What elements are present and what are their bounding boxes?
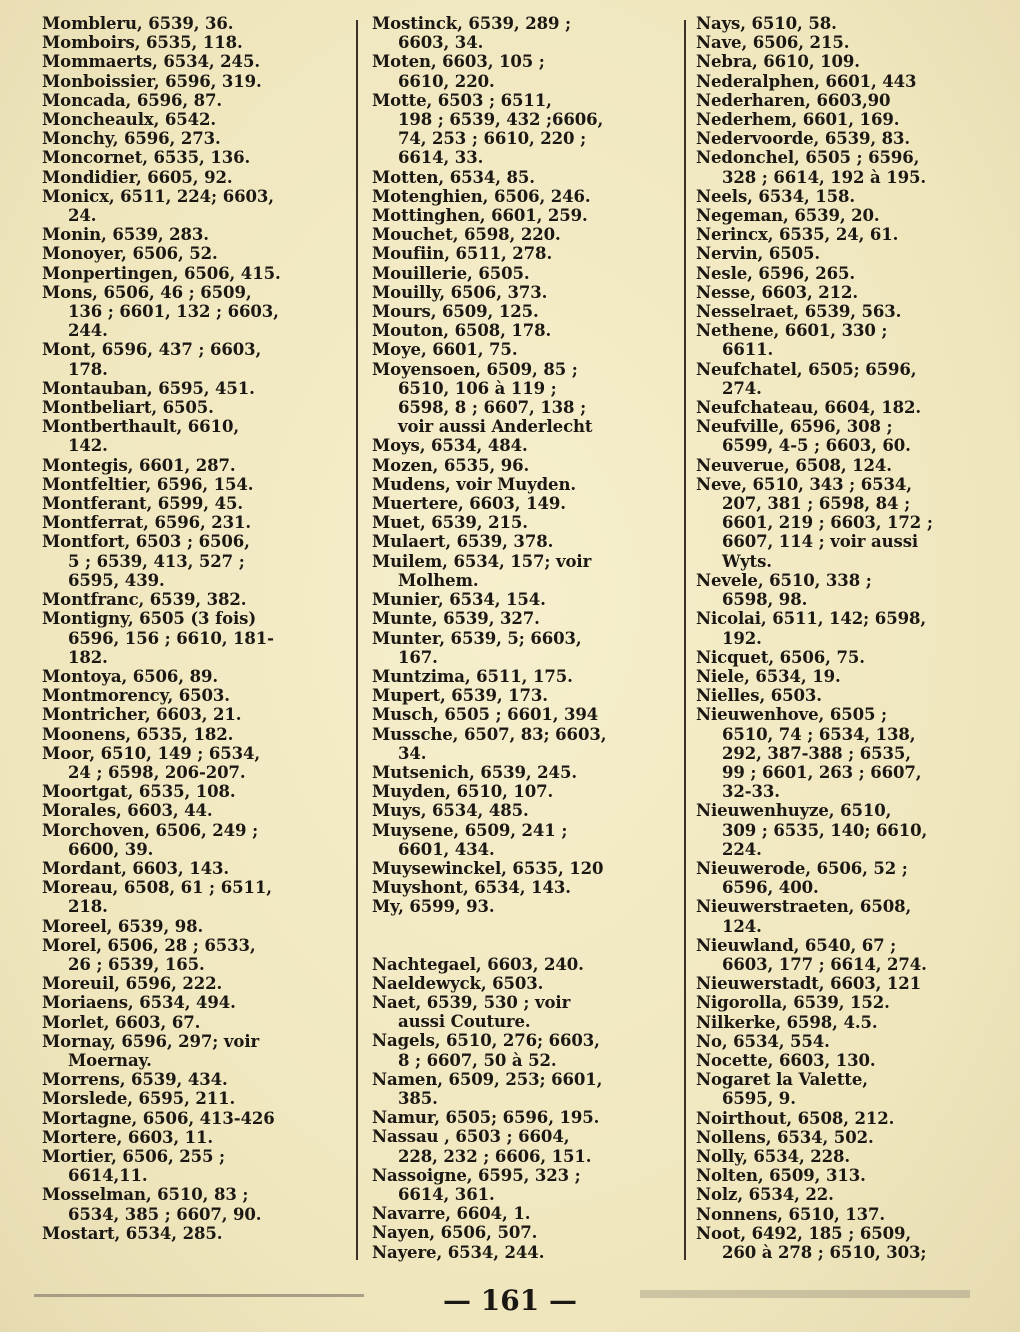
index-entry: Nays, 6510, 58.	[696, 14, 837, 33]
index-entry: Moncornet, 6535, 136.	[42, 148, 251, 168]
index-entry: Munte, 6539, 327.	[372, 609, 540, 629]
index-entry: Nolten, 6509, 313.	[696, 1166, 866, 1186]
index-entry: My, 6599, 93.	[372, 897, 495, 917]
index-entry: Moye, 6601, 75.	[372, 340, 518, 360]
print-smudge	[34, 1294, 364, 1297]
index-entry-continuation: 8 ; 6607, 50 à 52.	[398, 1050, 557, 1070]
index-entry: Neufchatel, 6505; 6596,	[696, 359, 917, 379]
index-entry: Moreau, 6508, 61 ; 6511,	[42, 878, 272, 898]
index-entry-continuation: 6598, 98.	[722, 590, 808, 610]
index-entry: Nayen, 6506, 507.	[372, 1223, 538, 1243]
index-entry: Nassau , 6503 ; 6604,	[372, 1127, 570, 1147]
index-entry: Mondidier, 6605, 92.	[42, 167, 233, 187]
index-entry: Nicquet, 6506, 75.	[696, 647, 865, 667]
index-entry: Muysewinckel, 6535, 120	[372, 858, 604, 878]
section-gap	[372, 917, 672, 955]
column-divider	[356, 20, 358, 1260]
index-entry: Mudens, voir Muyden.	[372, 474, 576, 494]
index-entry-continuation: 274.	[722, 378, 762, 398]
index-entry: Muys, 6534, 485.	[372, 801, 529, 821]
index-entry: Nethene, 6601, 330 ;	[696, 321, 888, 341]
index-entry: Mombleru, 6539, 36.	[42, 14, 234, 33]
index-entry-continuation: 198 ; 6539, 432 ;6606,	[398, 110, 604, 130]
index-entry-continuation: 328 ; 6614, 192 à 195.	[722, 167, 927, 187]
index-entry: Mostart, 6534, 285.	[42, 1223, 223, 1243]
index-entry: Nassoigne, 6595, 323 ;	[372, 1165, 581, 1185]
index-entry: Noot, 6492, 185 ; 6509,	[696, 1223, 912, 1243]
index-entry: Nesle, 6596, 265.	[696, 263, 856, 283]
index-entry-continuation: 292, 387-388 ; 6535,	[722, 743, 911, 763]
index-entry: Montferant, 6599, 45.	[42, 494, 243, 514]
index-entry-continuation: 24 ; 6598, 206-207.	[68, 762, 246, 782]
index-entry: Morales, 6603, 44.	[42, 801, 213, 821]
index-entry: Monicx, 6511, 224; 6603,	[42, 186, 274, 206]
index-entry: Mostinck, 6539, 289 ;	[372, 14, 572, 33]
index-entry-continuation: 74, 253 ; 6610, 220 ;	[398, 129, 587, 149]
index-entry: Motten, 6534, 85.	[372, 167, 535, 187]
index-entry: Mortere, 6603, 11.	[42, 1127, 214, 1147]
index-entry-continuation: 6607, 114 ; voir aussi	[722, 532, 919, 552]
index-entry: Nervin, 6505.	[696, 244, 820, 264]
index-entry: Mulaert, 6539, 378.	[372, 532, 554, 552]
index-entry-continuation: 6600, 39.	[68, 839, 154, 859]
index-entry: Mornay, 6596, 297; voir	[42, 1031, 260, 1051]
index-entry: Montauban, 6595, 451.	[42, 378, 255, 398]
index-entry: Mutsenich, 6539, 245.	[372, 762, 577, 782]
index-entry: Nave, 6506, 215.	[696, 33, 850, 53]
index-entry: Montricher, 6603, 21.	[42, 705, 242, 725]
index-entry: Muet, 6539, 215.	[372, 513, 528, 533]
index-entry: Nocette, 6603, 130.	[696, 1050, 876, 1070]
index-entry-continuation: 167.	[398, 647, 438, 667]
index-entry-continuation: 6596, 400.	[722, 878, 819, 898]
index-entry: Moys, 6534, 484.	[372, 436, 528, 456]
index-entry: Nedonchel, 6505 ; 6596,	[696, 148, 920, 168]
index-entry: Moyensoen, 6509, 85 ;	[372, 359, 578, 379]
index-entry-continuation: 6595, 9.	[722, 1089, 796, 1109]
index-entry: Nederhem, 6601, 169.	[696, 110, 900, 130]
index-entry: Montbeliart, 6505.	[42, 398, 214, 418]
index-entry-continuation: 6510, 106 à 119 ;	[398, 378, 557, 398]
index-entry-continuation: Wyts.	[722, 551, 772, 571]
index-entry-continuation: 192.	[722, 628, 762, 648]
index-entry-continuation: 6614, 33.	[398, 148, 484, 168]
index-entry: Neuverue, 6508, 124.	[696, 455, 892, 475]
index-entry: Nayere, 6534, 244.	[372, 1242, 545, 1262]
page-footer	[0, 1276, 1020, 1326]
index-entry: Noirthout, 6508, 212.	[696, 1108, 895, 1128]
index-entry: Muilem, 6534, 157; voir	[372, 551, 592, 571]
index-entry: Mommaerts, 6534, 245.	[42, 52, 260, 72]
index-entry: Mours, 6509, 125.	[372, 302, 539, 322]
index-entry: Momboirs, 6535, 118.	[42, 33, 243, 53]
index-entry-continuation: 178.	[68, 359, 108, 379]
index-entry: Nevele, 6510, 338 ;	[696, 570, 872, 590]
index-entry-continuation: 6598, 8 ; 6607, 138 ;	[398, 398, 587, 418]
index-entry: Niele, 6534, 19.	[696, 666, 841, 686]
index-entry: Montegis, 6601, 287.	[42, 455, 236, 475]
index-entry: Nieuwenhove, 6505 ;	[696, 705, 887, 725]
index-entry: Nederharen, 6603,90	[696, 90, 891, 110]
index-column-3	[696, 14, 996, 1262]
index-entry-continuation: 6599, 4-5 ; 6603, 60.	[722, 436, 911, 456]
index-column-2	[372, 14, 672, 1262]
index-entry: Morlet, 6603, 67.	[42, 1012, 201, 1032]
index-entry: Nollens, 6534, 502.	[696, 1127, 874, 1147]
index-entry-continuation: 6614, 361.	[398, 1184, 495, 1204]
index-entry-continuation: 5 ; 6539, 413, 527 ;	[68, 551, 245, 571]
index-entry-continuation: 309 ; 6535, 140; 6610,	[722, 820, 928, 840]
index-entry: Moufiin, 6511, 278.	[372, 244, 553, 264]
index-entry: Mottinghen, 6601, 259.	[372, 206, 588, 226]
index-entry: Monin, 6539, 283.	[42, 225, 209, 245]
index-entry: Nedervoorde, 6539, 83.	[696, 129, 911, 149]
column-divider	[684, 20, 686, 1260]
index-entry-continuation: 6603, 177 ; 6614, 274.	[722, 954, 927, 974]
index-entry: Nielles, 6503.	[696, 686, 822, 706]
index-entry: Muyshont, 6534, 143.	[372, 878, 571, 898]
index-entry: Negeman, 6539, 20.	[696, 206, 880, 226]
index-entry-continuation: 224.	[722, 839, 762, 859]
index-entry: Mouillerie, 6505.	[372, 263, 530, 283]
index-entry: Montberthault, 6610,	[42, 417, 239, 437]
index-entry-continuation: aussi Couture.	[398, 1012, 531, 1032]
index-entry: Munier, 6534, 154.	[372, 590, 546, 610]
index-entry: Mont, 6596, 437 ; 6603,	[42, 340, 262, 360]
index-entry-continuation: 6595, 439.	[68, 570, 165, 590]
index-entry: Muyden, 6510, 107.	[372, 782, 554, 802]
index-entry: Morchoven, 6506, 249 ;	[42, 820, 259, 840]
index-entry: Nogaret la Valette,	[696, 1070, 868, 1090]
index-entry: Mupert, 6539, 173.	[372, 686, 548, 706]
index-entry: Montoya, 6506, 89.	[42, 666, 218, 686]
index-entry: Mouilly, 6506, 373.	[372, 282, 548, 302]
index-entry: Mordant, 6603, 143.	[42, 858, 229, 878]
index-entry-continuation: 6601, 434.	[398, 839, 495, 859]
index-entry: Munter, 6539, 5; 6603,	[372, 628, 582, 648]
index-entry: Montfort, 6503 ; 6506,	[42, 532, 250, 552]
index-entry: Nederalphen, 6601, 443	[696, 71, 917, 91]
index-entry: Nachtegael, 6603, 240.	[372, 954, 584, 974]
index-entry: Neufchateau, 6604, 182.	[696, 398, 922, 418]
index-entry: Motte, 6503 ; 6511,	[372, 90, 552, 110]
index-entry-continuation: 385.	[398, 1088, 438, 1108]
index-entry: Moten, 6603, 105 ;	[372, 52, 545, 72]
index-entry: Nieuwerstraeten, 6508,	[696, 897, 912, 917]
index-entry: Nagels, 6510, 276; 6603,	[372, 1031, 600, 1051]
index-entry: Morel, 6506, 28 ; 6533,	[42, 935, 256, 955]
index-entry: Nonnens, 6510, 137.	[696, 1204, 886, 1224]
index-entry: Naet, 6539, 530 ; voir	[372, 992, 571, 1012]
index-entry-continuation: 6614,11.	[68, 1166, 148, 1186]
index-entry: Mouton, 6508, 178.	[372, 321, 552, 341]
index-entry: Naeldewyck, 6503.	[372, 973, 544, 993]
index-entry: Muertere, 6603, 149.	[372, 494, 566, 514]
index-entry-continuation: 6534, 385 ; 6607, 90.	[68, 1204, 262, 1224]
index-entry-continuation: 260 à 278 ; 6510, 303;	[722, 1243, 927, 1262]
index-entry: Nieuwerode, 6506, 52 ;	[696, 858, 908, 878]
index-entry: Mortier, 6506, 255 ;	[42, 1146, 226, 1166]
index-entry: No, 6534, 554.	[696, 1031, 830, 1051]
index-entry: Morslede, 6595, 211.	[42, 1089, 236, 1109]
index-entry: Nesselraet, 6539, 563.	[696, 302, 902, 322]
index-entry-continuation: 26 ; 6539, 165.	[68, 954, 205, 974]
index-entry: Monchy, 6596, 273.	[42, 129, 221, 149]
index-entry-continuation: 99 ; 6601, 263 ; 6607,	[722, 762, 922, 782]
index-entry: Muntzima, 6511, 175.	[372, 666, 573, 686]
index-entry: Monboissier, 6596, 319.	[42, 71, 262, 91]
index-entry-continuation: 228, 232 ; 6606, 151.	[398, 1146, 592, 1166]
index-entry: Nieuwenhuyze, 6510,	[696, 801, 892, 821]
index-entry: Navarre, 6604, 1.	[372, 1204, 531, 1224]
index-entry: Musch, 6505 ; 6601, 394	[372, 705, 599, 725]
index-entry: Montmorency, 6503.	[42, 686, 230, 706]
index-entry: Mozen, 6535, 96.	[372, 455, 530, 475]
index-entry: Monpertingen, 6506, 415.	[42, 263, 281, 283]
index-entry: Moreuil, 6596, 222.	[42, 974, 223, 994]
index-entry-continuation: 6611.	[722, 340, 774, 360]
index-entry-continuation: 207, 381 ; 6598, 84 ;	[722, 494, 911, 514]
index-entry: Mons, 6506, 46 ; 6509,	[42, 282, 252, 302]
index-entry-continuation: 6510, 74 ; 6534, 138,	[722, 724, 916, 744]
index-entry: Montfranc, 6539, 382.	[42, 590, 247, 610]
index-entry-continuation: 6601, 219 ; 6603, 172 ;	[722, 513, 933, 533]
index-entry: Nigorolla, 6539, 152.	[696, 993, 890, 1013]
index-entry: Neve, 6510, 343 ; 6534,	[696, 474, 912, 494]
index-entry: Nerincx, 6535, 24, 61.	[696, 225, 899, 245]
index-entry: Neels, 6534, 158.	[696, 186, 856, 206]
index-entry: Moncada, 6596, 87.	[42, 90, 223, 110]
index-entry: Mortagne, 6506, 413-426	[42, 1108, 275, 1128]
index-entry: Moortgat, 6535, 108.	[42, 782, 236, 802]
index-entry: Montferrat, 6596, 231.	[42, 513, 252, 533]
index-entry-continuation: 34.	[398, 743, 427, 763]
page-number: — 161 —	[443, 1284, 577, 1317]
index-entry-continuation: Moernay.	[68, 1050, 152, 1070]
index-entry: Motenghien, 6506, 246.	[372, 186, 591, 206]
index-entry: Moreel, 6539, 98.	[42, 916, 204, 936]
index-entry-continuation: 218.	[68, 897, 108, 917]
index-entry: Nolly, 6534, 228.	[696, 1146, 851, 1166]
index-entry: Nieuwerstadt, 6603, 121	[696, 974, 922, 994]
index-entry: Morrens, 6539, 434.	[42, 1070, 228, 1090]
index-entry-continuation: 6596, 156 ; 6610, 181-	[68, 628, 274, 648]
index-entry: Nolz, 6534, 22.	[696, 1185, 834, 1205]
index-entry: Neufville, 6596, 308 ;	[696, 417, 893, 437]
index-entry-continuation: 24.	[68, 206, 97, 226]
index-entry-continuation: voir aussi Anderlecht	[398, 417, 593, 437]
index-column-1	[42, 14, 342, 1243]
index-entry-continuation: 6610, 220.	[398, 71, 495, 91]
index-entry-continuation: 6603, 34.	[398, 33, 484, 53]
index-entry: Nieuwland, 6540, 67 ;	[696, 935, 897, 955]
index-entry-continuation: 124.	[722, 916, 762, 936]
index-entry: Moor, 6510, 149 ; 6534,	[42, 743, 261, 763]
print-smudge	[640, 1290, 970, 1298]
index-entry: Muysene, 6509, 241 ;	[372, 820, 568, 840]
index-entry: Mouchet, 6598, 220.	[372, 225, 561, 245]
index-entry-continuation: 182.	[68, 647, 108, 667]
index-entry: Moonens, 6535, 182.	[42, 724, 234, 744]
index-entry-continuation: 32-33.	[722, 782, 780, 802]
index-entry: Monoyer, 6506, 52.	[42, 244, 218, 264]
index-entry: Nicolai, 6511, 142; 6598,	[696, 609, 926, 629]
index-entry: Montigny, 6505 (3 fois)	[42, 609, 257, 629]
index-entry: Namur, 6505; 6596, 195.	[372, 1108, 600, 1128]
index-entry: Moncheaulx, 6542.	[42, 110, 217, 130]
index-entry-continuation: Molhem.	[398, 570, 479, 590]
index-entry-continuation: 244.	[68, 321, 108, 341]
index-entry: Mosselman, 6510, 83 ;	[42, 1185, 249, 1205]
index-entry: Montfeltier, 6596, 154.	[42, 474, 254, 494]
index-entry: Mussche, 6507, 83; 6603,	[372, 724, 607, 744]
index-entry: Nilkerke, 6598, 4.5.	[696, 1012, 878, 1032]
index-entry: Moriaens, 6534, 494.	[42, 993, 236, 1013]
index-entry-continuation: 142.	[68, 436, 108, 456]
index-entry: Nesse, 6603, 212.	[696, 282, 859, 302]
index-entry-continuation: 136 ; 6601, 132 ; 6603,	[68, 302, 279, 322]
index-entry: Nebra, 6610, 109.	[696, 52, 860, 72]
index-entry: Namen, 6509, 253; 6601,	[372, 1069, 603, 1089]
